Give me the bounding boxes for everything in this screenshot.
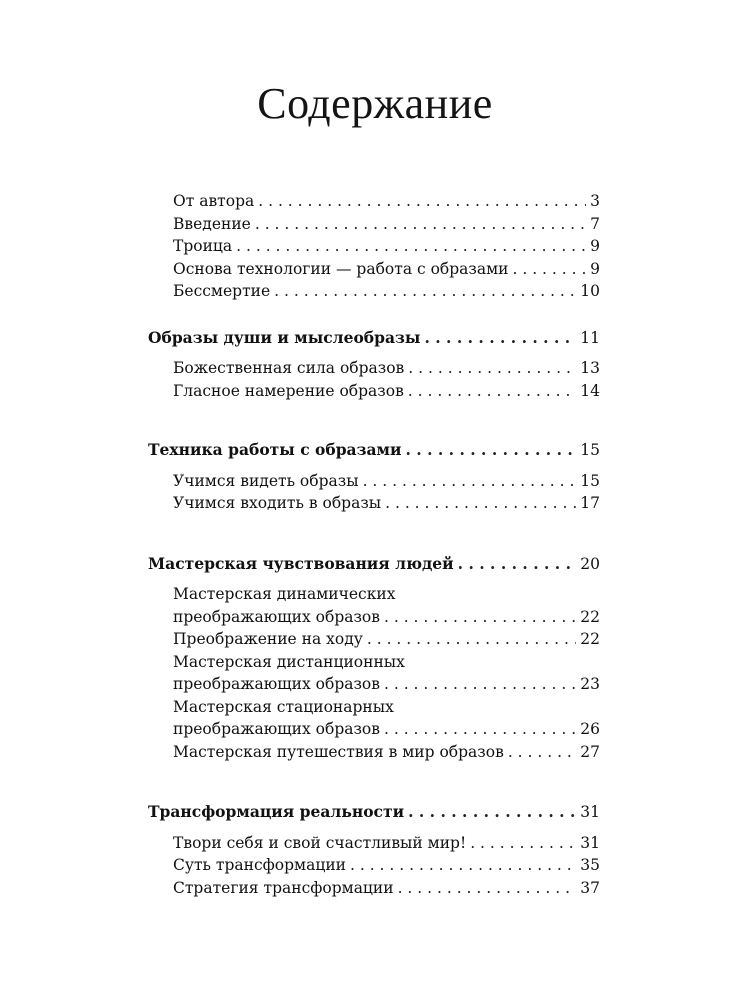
toc-entry[interactable] [148, 832, 600, 855]
dot-leader [384, 606, 576, 629]
toc-section-heading-page: 11 [580, 328, 600, 347]
toc-entry-label: преображающих образов [173, 607, 380, 626]
dot-leader [470, 832, 576, 855]
toc-entry-label: Стратегия трансформации [173, 878, 394, 897]
dot-leader [408, 801, 576, 824]
toc-section-heading[interactable] [148, 327, 600, 350]
toc-entry-label: преображающих образов [173, 720, 380, 738]
toc-entry-page: 17 [580, 494, 600, 512]
toc-entry-first-line: Мастерская стационарных [173, 697, 394, 716]
toc-entry-label: Основа технологии — работа с образами [173, 259, 509, 278]
dot-leader [236, 235, 586, 258]
toc-entry[interactable] [148, 741, 600, 764]
toc-section-heading-page: 15 [580, 441, 600, 459]
dot-leader [384, 673, 576, 696]
toc-entry[interactable] [148, 606, 600, 629]
toc-entry-page: 35 [580, 856, 600, 874]
toc-section-heading[interactable] [148, 439, 600, 462]
toc-entry[interactable] [148, 380, 600, 403]
toc-entry[interactable] [148, 280, 600, 303]
dot-leader [513, 258, 587, 281]
toc-entry-page: 22 [580, 607, 600, 626]
toc-section-heading[interactable] [148, 553, 600, 576]
toc-entry[interactable] [148, 877, 600, 900]
dot-leader [350, 854, 576, 877]
toc-entry[interactable] [148, 213, 600, 236]
toc-entry-label: Учимся входить в образы [173, 494, 382, 512]
toc-section-heading-label: Трансформация реальности [148, 802, 405, 821]
dot-leader [406, 439, 577, 462]
toc-entry-label: Введение [173, 214, 251, 233]
toc-section-heading-label: Мастерская чувствования людей [148, 553, 454, 573]
toc-entry-label: Божественная сила образов [173, 359, 405, 377]
toc-entry-page: 7 [590, 214, 600, 233]
toc-entry-page: 31 [580, 833, 600, 852]
page-title: Содержание [257, 79, 493, 128]
toc-entry-label: Учимся видеть образы [173, 471, 359, 490]
toc-section [148, 327, 600, 403]
dot-leader [508, 741, 576, 764]
toc-section-heading-label: Техника работы с образами [148, 440, 402, 459]
toc-entry[interactable] [148, 492, 600, 515]
dot-leader [384, 718, 576, 741]
toc-entry[interactable] [148, 258, 600, 281]
toc-entry-page: 23 [580, 675, 600, 693]
toc-section [148, 553, 600, 764]
toc-entry[interactable] [148, 357, 600, 380]
dot-leader [398, 877, 577, 900]
dot-leader [408, 357, 576, 380]
toc-entry-page: 22 [580, 630, 600, 648]
toc-entry-page: 9 [590, 259, 600, 278]
dot-leader [255, 213, 586, 236]
toc-entry-label: Бессмертие [173, 282, 271, 300]
toc-section-heading-label: Образы души и мыслеобразы [148, 327, 421, 347]
dot-leader [363, 470, 577, 493]
toc-entry-label: преображающих образов [173, 675, 380, 693]
toc-section [148, 439, 600, 515]
toc-section-heading[interactable] [148, 801, 600, 824]
dot-leader [458, 553, 577, 576]
dot-leader [385, 492, 576, 515]
toc-entry-page: 37 [580, 878, 600, 897]
toc-entry-page: 10 [580, 282, 600, 300]
toc-entry-page: 15 [580, 471, 600, 490]
dot-leader [424, 327, 576, 350]
toc-entry-page: 3 [590, 192, 600, 210]
toc-section [148, 801, 600, 899]
toc-entry-label: От автора [173, 192, 255, 210]
toc-entry-page: 27 [580, 742, 600, 761]
toc-entry[interactable] [148, 718, 600, 741]
dot-leader [367, 628, 576, 651]
toc-entry[interactable] [148, 854, 600, 877]
dot-leader [408, 380, 576, 403]
toc-section-heading-page: 20 [580, 554, 600, 573]
table-of-contents [148, 190, 600, 920]
toc-entry[interactable] [148, 470, 600, 493]
toc-entry-label: Суть трансформации [173, 856, 346, 874]
toc-entry-page: 9 [590, 237, 600, 255]
dot-leader [274, 280, 576, 303]
toc-entry[interactable] [148, 673, 600, 696]
toc-section-heading-page: 31 [580, 803, 600, 821]
toc-entry-page: 13 [580, 359, 600, 377]
toc-entry-first-line: Мастерская динамических [173, 585, 396, 603]
toc-entry-page: 26 [580, 720, 600, 738]
toc-entry-page: 14 [580, 381, 600, 400]
dot-leader [258, 190, 586, 213]
toc-entry-label: Твори себя и свой счастливый мир! [173, 833, 467, 852]
toc-intro-group [148, 190, 600, 303]
toc-entry[interactable] [148, 235, 600, 258]
toc-entry-label: Гласное намерение образов [173, 381, 404, 400]
toc-entry-label: Мастерская путешествия в мир образов [173, 742, 504, 761]
toc-entry[interactable] [148, 628, 600, 651]
toc-entry-label: Троица [173, 237, 233, 255]
toc-entry-first-line: Мастерская дистанционных [173, 652, 405, 671]
toc-entry[interactable] [148, 190, 600, 213]
toc-entry-label: Преображение на ходу [173, 630, 363, 648]
